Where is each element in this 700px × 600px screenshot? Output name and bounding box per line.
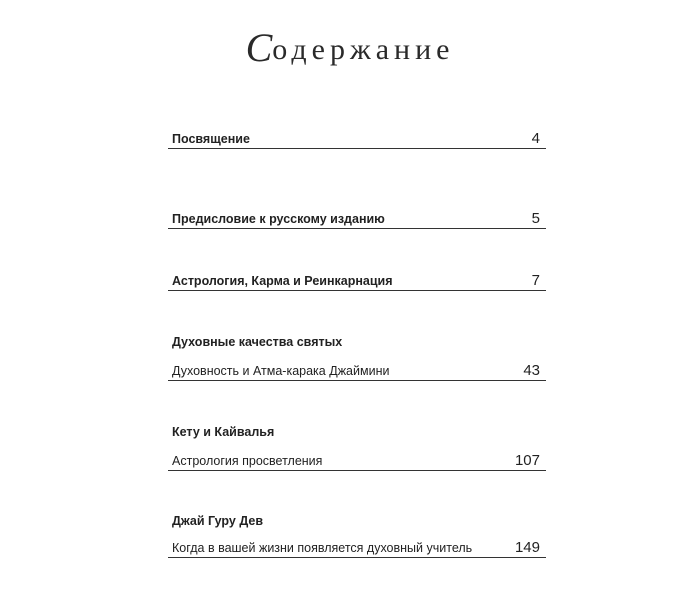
toc-section-heading	[168, 421, 546, 441]
toc-entry-label: Астрология, Карма и Реинкарнация	[172, 274, 393, 288]
toc-entry-atmakaraka[interactable]	[168, 360, 546, 381]
title-initial: С	[245, 25, 273, 70]
toc-entry-dedication[interactable]	[168, 128, 546, 149]
toc-page-number: 43	[523, 362, 540, 379]
page-title	[0, 24, 700, 71]
toc-page-number: 107	[514, 452, 540, 469]
toc-entry-label: Посвящение	[172, 132, 250, 146]
toc-section-heading	[168, 331, 546, 351]
toc-entry-enlightenment[interactable]	[168, 450, 546, 471]
toc-section-heading	[168, 510, 546, 530]
toc-entry-label: Духовность и Атма-карака Джаймини	[172, 364, 390, 378]
toc-entry-preface[interactable]	[168, 208, 546, 229]
title-rest: одержание	[272, 33, 455, 66]
toc-page-number: 4	[531, 130, 540, 147]
toc-section-heading-text: Джай Гуру Дев	[172, 514, 264, 528]
toc-entry-spiritual-teacher[interactable]	[168, 537, 546, 558]
toc-entry-label: Астрология просветления	[172, 454, 323, 468]
toc-page-number: 149	[514, 539, 540, 556]
toc-entry-label: Когда в вашей жизни появляется духовный учитель	[172, 541, 473, 555]
toc-page-number: 5	[531, 210, 540, 227]
toc-entry-label: Предисловие к русскому изданию	[172, 212, 385, 226]
toc-section-heading-text: Кету и Кайвалья	[172, 425, 275, 439]
toc-section-heading-text: Духовные качества святых	[172, 335, 343, 349]
toc-entry-astrology-karma[interactable]	[168, 270, 546, 291]
toc-page-number: 7	[531, 272, 540, 289]
